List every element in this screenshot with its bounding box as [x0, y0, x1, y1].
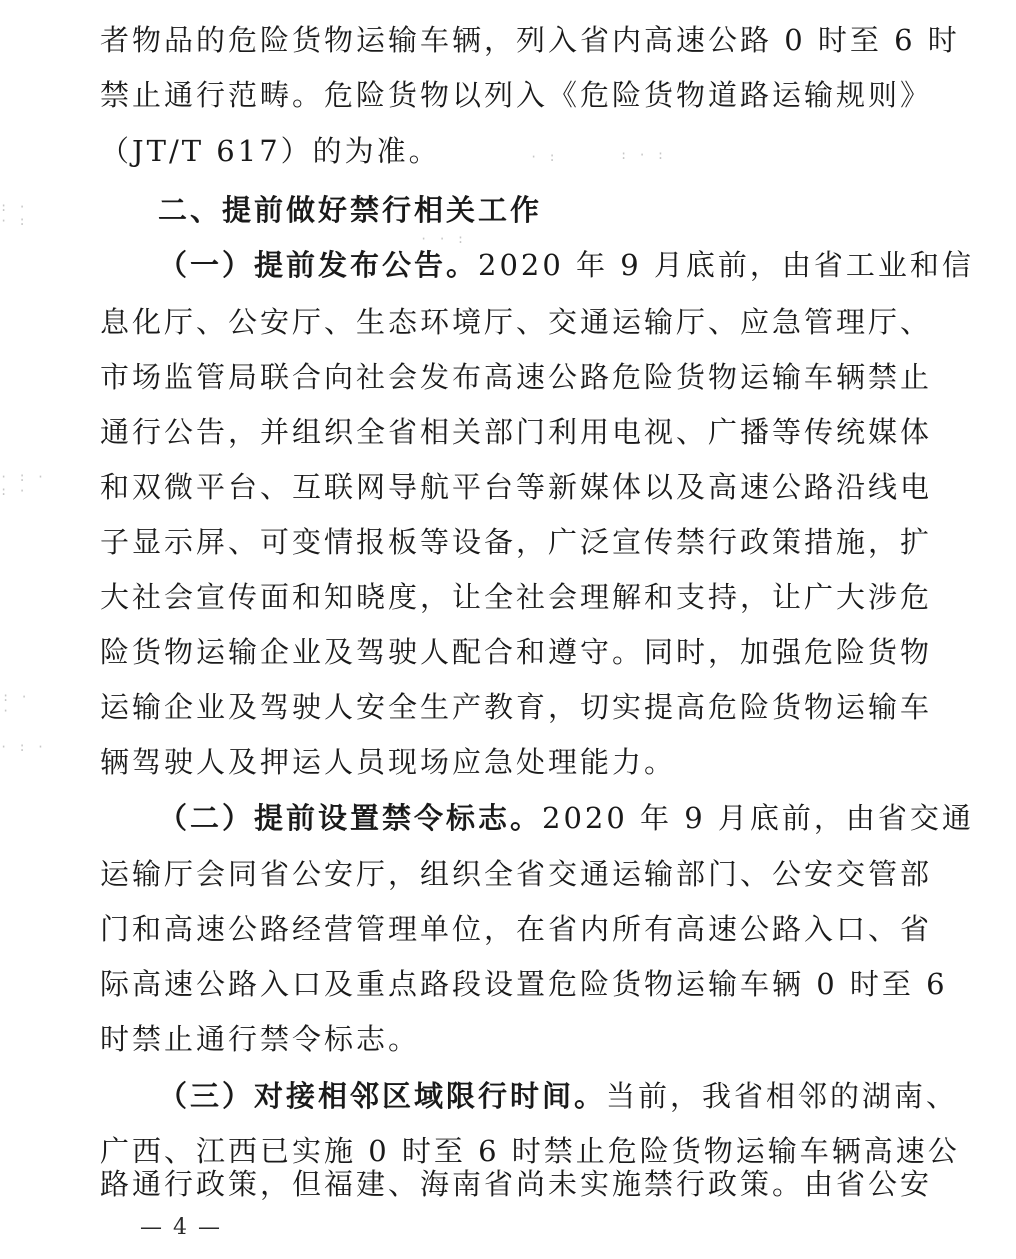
text-line: 运输企业及驾驶人安全生产教育，切实提高危险货物运输车 [100, 690, 933, 724]
scan-speckle: · : · [0, 740, 47, 754]
text-line: 辆驾驶人及押运人员现场应急处理能力。 [100, 745, 677, 779]
text-line: 时禁止通行禁令标志。 [100, 1022, 421, 1056]
scan-speckle: · : [530, 150, 558, 164]
item-first-line-text: 当前，我省相邻的湖南、 [606, 1079, 959, 1113]
text-line: 广西、江西已实施 0 时至 6 时禁止危险货物运输车辆高速公 [100, 1134, 960, 1168]
text-line: 运输厅会同省公安厅，组织全省交通运输部门、公安交管部 [100, 857, 933, 891]
text-line: 禁止通行范畴。危险货物以列入《危险货物道路运输规则》 [100, 78, 933, 112]
text-line: 息化厅、公安厅、生态环境厅、交通运输厅、应急管理厅、 [100, 305, 933, 339]
paragraph-first-line [158, 798, 974, 838]
item-lead: （一）提前发布公告。 [158, 248, 479, 282]
scan-speckle: · · : [420, 232, 467, 246]
text-line: 市场监管局联合向社会发布高速公路危险货物运输车辆禁止 [100, 360, 933, 394]
scan-speckle: : · : [620, 148, 667, 162]
item-lead: （二）提前设置禁令标志。 [158, 801, 543, 835]
text-line: 通行公告，并组织全省相关部门利用电视、广播等传统媒体 [100, 415, 933, 449]
text-line: 门和高速公路经营管理单位，在省内所有高速公路入口、省 [100, 912, 933, 946]
page-number: — 4 — [140, 1215, 222, 1240]
section-heading: 二、提前做好禁行相关工作 [158, 193, 543, 227]
scan-speckle: : · · : [0, 200, 28, 228]
text-line: （JT/T 617）的为准。 [100, 134, 441, 168]
item-lead: （三）对接相邻区域限行时间。 [158, 1079, 607, 1113]
paragraph-first-line [158, 245, 974, 285]
text-line: 际高速公路入口及重点路段设置危险货物运输车辆 0 时至 6 [100, 967, 948, 1001]
scan-speckle: : · · [2, 690, 30, 718]
text-line: 者物品的危险货物运输车辆，列入省内高速公路 0 时至 6 时 [100, 23, 960, 57]
paragraph-first-line [158, 1076, 959, 1116]
text-line: 险货物运输企业及驾驶人配合和遵守。同时，加强危险货物 [100, 635, 933, 669]
item-first-line-text: 2020 年 9 月底前，由省交通 [542, 801, 974, 835]
text-line: 路通行政策，但福建、海南省尚未实施禁行政策。由省公安 [100, 1167, 933, 1201]
text-line: 大社会宣传面和知晓度，让全社会理解和支持，让广大涉危 [100, 580, 933, 614]
text-line: 和双微平台、互联网导航平台等新媒体以及高速公路沿线电 [100, 470, 933, 504]
scan-speckle: · : · : · [0, 470, 47, 498]
item-first-line-text: 2020 年 9 月底前，由省工业和信 [478, 248, 974, 282]
text-line: 子显示屏、可变情报板等设备，广泛宣传禁行政策措施，扩 [100, 525, 933, 559]
